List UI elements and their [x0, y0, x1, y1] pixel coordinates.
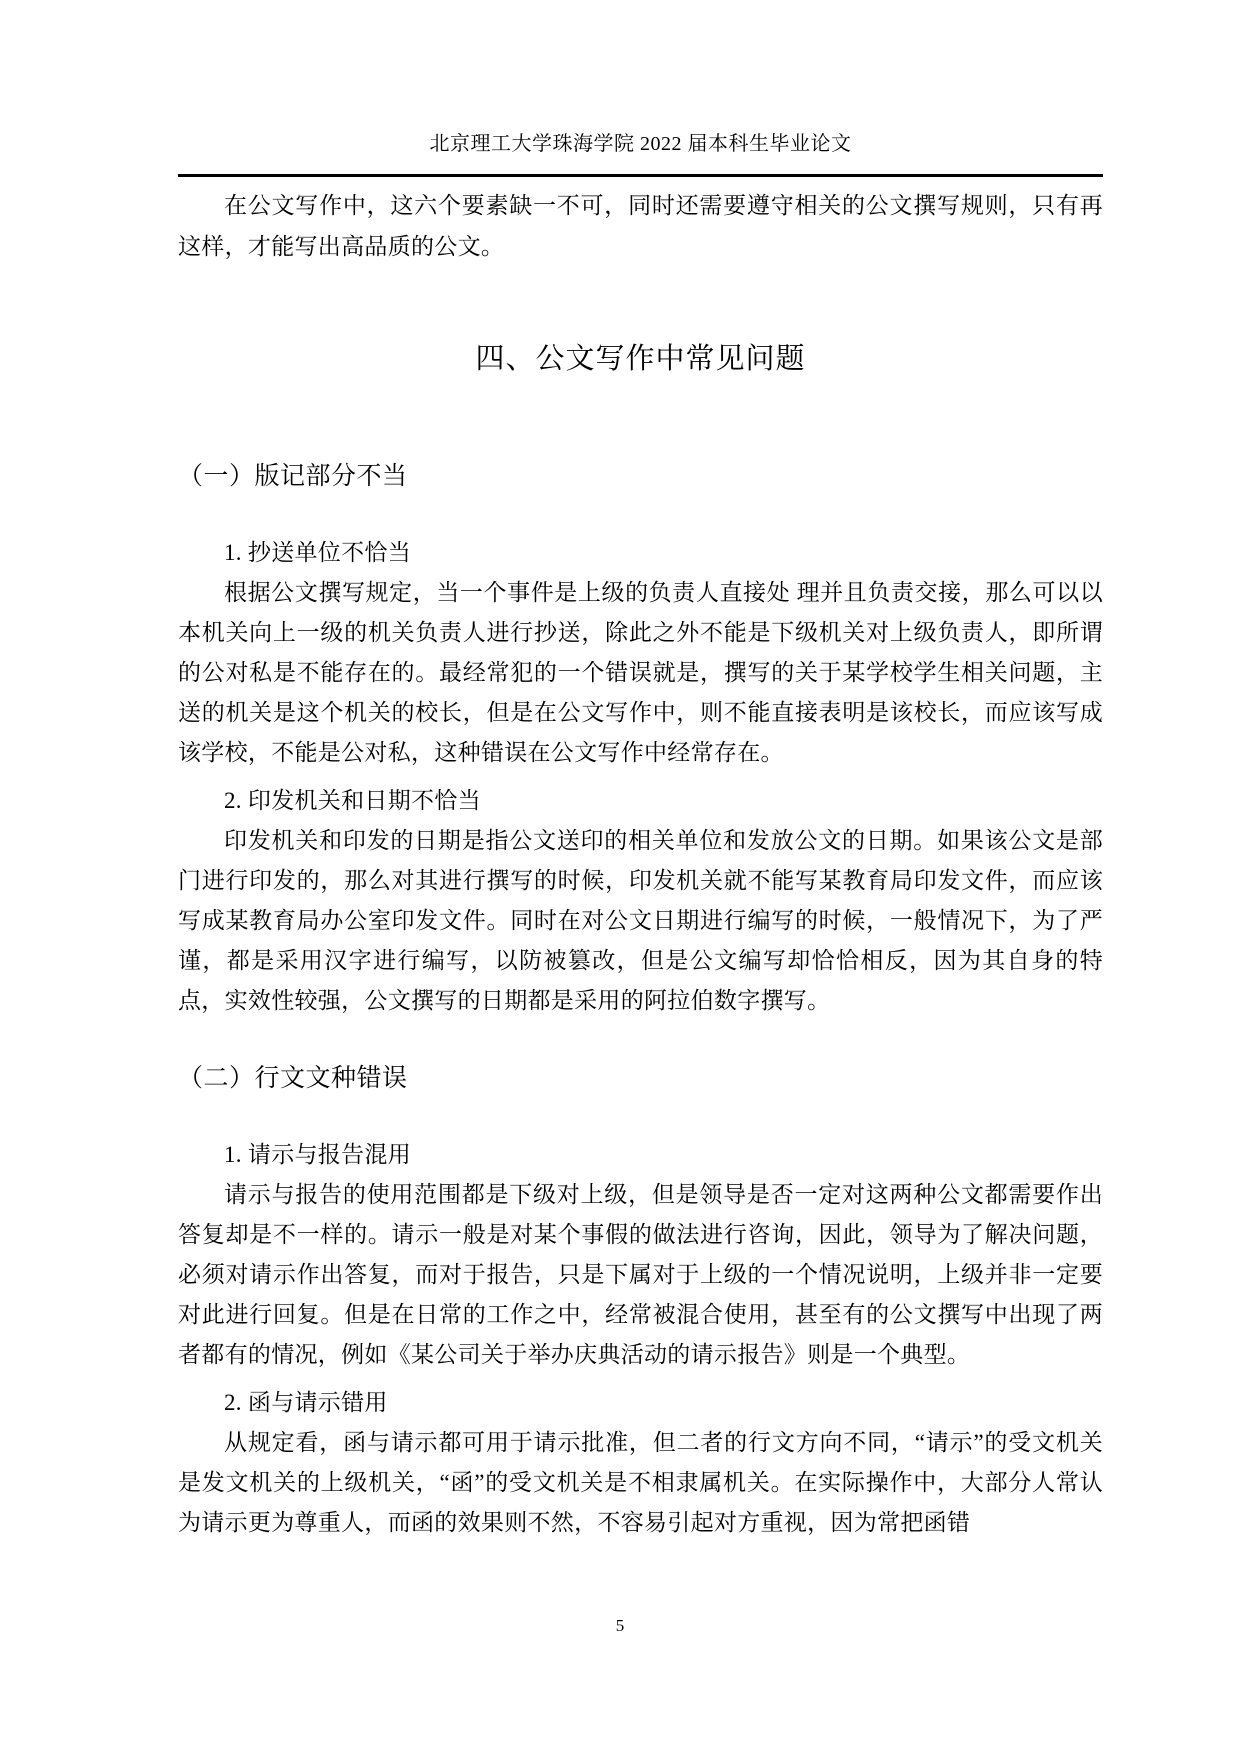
page-content [178, 0, 1103, 1543]
section-1-item-1-subtitle: 1. 抄送单位不恰当 [224, 540, 411, 565]
chapter-heading: 四、公文写作中常见问题 [475, 343, 806, 375]
intro-paragraph: 在公文写作中，这六个要素缺一不可，同时还需要遵守相关的公文撰写规则，只有再这样，才能写出高品质的公文。 [178, 193, 1103, 259]
page-header-title: 北京理工大学珠海学院 2022 届本科生毕业论文 [178, 130, 1103, 177]
section-1-item-1-paragraph: 根据公文撰写规定，当一个事件是上级的负责人直接处 理并且负责交接，那么可以以本机关向上一级的机关负责人进行抄送，除此之外不能是下级机关对上级负责人，即所谓的公对私是不能存在的。最经常犯的一个错误就是，撰写的关于某学校学生相关问题，主送的机关是这个机关的校长，但是在公文写作中，则不能直接表明是该校长，而应该写成该学校，不能是公对私，这种错误在公文写作中经常存在。 [178, 580, 1103, 765]
page-number: 5 [615, 1616, 625, 1635]
section-1-heading: （一）版记部分不当 [178, 463, 408, 490]
section-2-item-1-paragraph: 请示与报告的使用范围都是下级对上级，但是领导是否一定对这两种公文都需要作出答复却是不一样的。请示一般是对某个事假的做法进行咨询，因此，领导为了解决问题，必须对请示作出答复，而对于报告，只是下属对于上级的一个情况说明，上级并非一定要对此进行回复。但是在日常的工作之中，经常被混合使用，甚至有的公文撰写中出现了两者都有的情况，例如《某公司关于举办庆典活动的请示报告》则是一个典型。 [178, 1182, 1103, 1367]
section-2-item-2-subtitle: 2. 函与请示错用 [224, 1390, 388, 1415]
section-1-item-2-paragraph: 印发机关和印发的日期是指公文送印的相关单位和发放公文的日期。如果该公文是部门进行印发的，那么对其进行撰写的时候，印发机关就不能写某教育局印发文件，而应该写成某教育局办公室印发文件。同时在对公文日期进行编写的时候，一般情况下，为了严谨，都是采用汉字进行编写，以防被篡改，但是公文编写却恰恰相反，因为其自身的特点，实效性较强，公文撰写的日期都是采用的阿拉伯数字撰写。 [178, 828, 1103, 1013]
section-2-item-1-subtitle: 1. 请示与报告混用 [224, 1142, 411, 1167]
section-1-item-2-subtitle: 2. 印发机关和日期不恰当 [224, 788, 481, 813]
section-2-heading: （二）行文文种错误 [178, 1065, 408, 1092]
section-2-item-2-paragraph: 从规定看，函与请示都可用于请示批准，但二者的行文方向不同，“请示”的受文机关是发文机关的上级机关，“函”的受文机关是不相隶属机关。在实际操作中，大部分人常认为请示更为尊重人，而函的效果则不然，不容易引起对方重视，因为常把函错 [178, 1430, 1103, 1535]
